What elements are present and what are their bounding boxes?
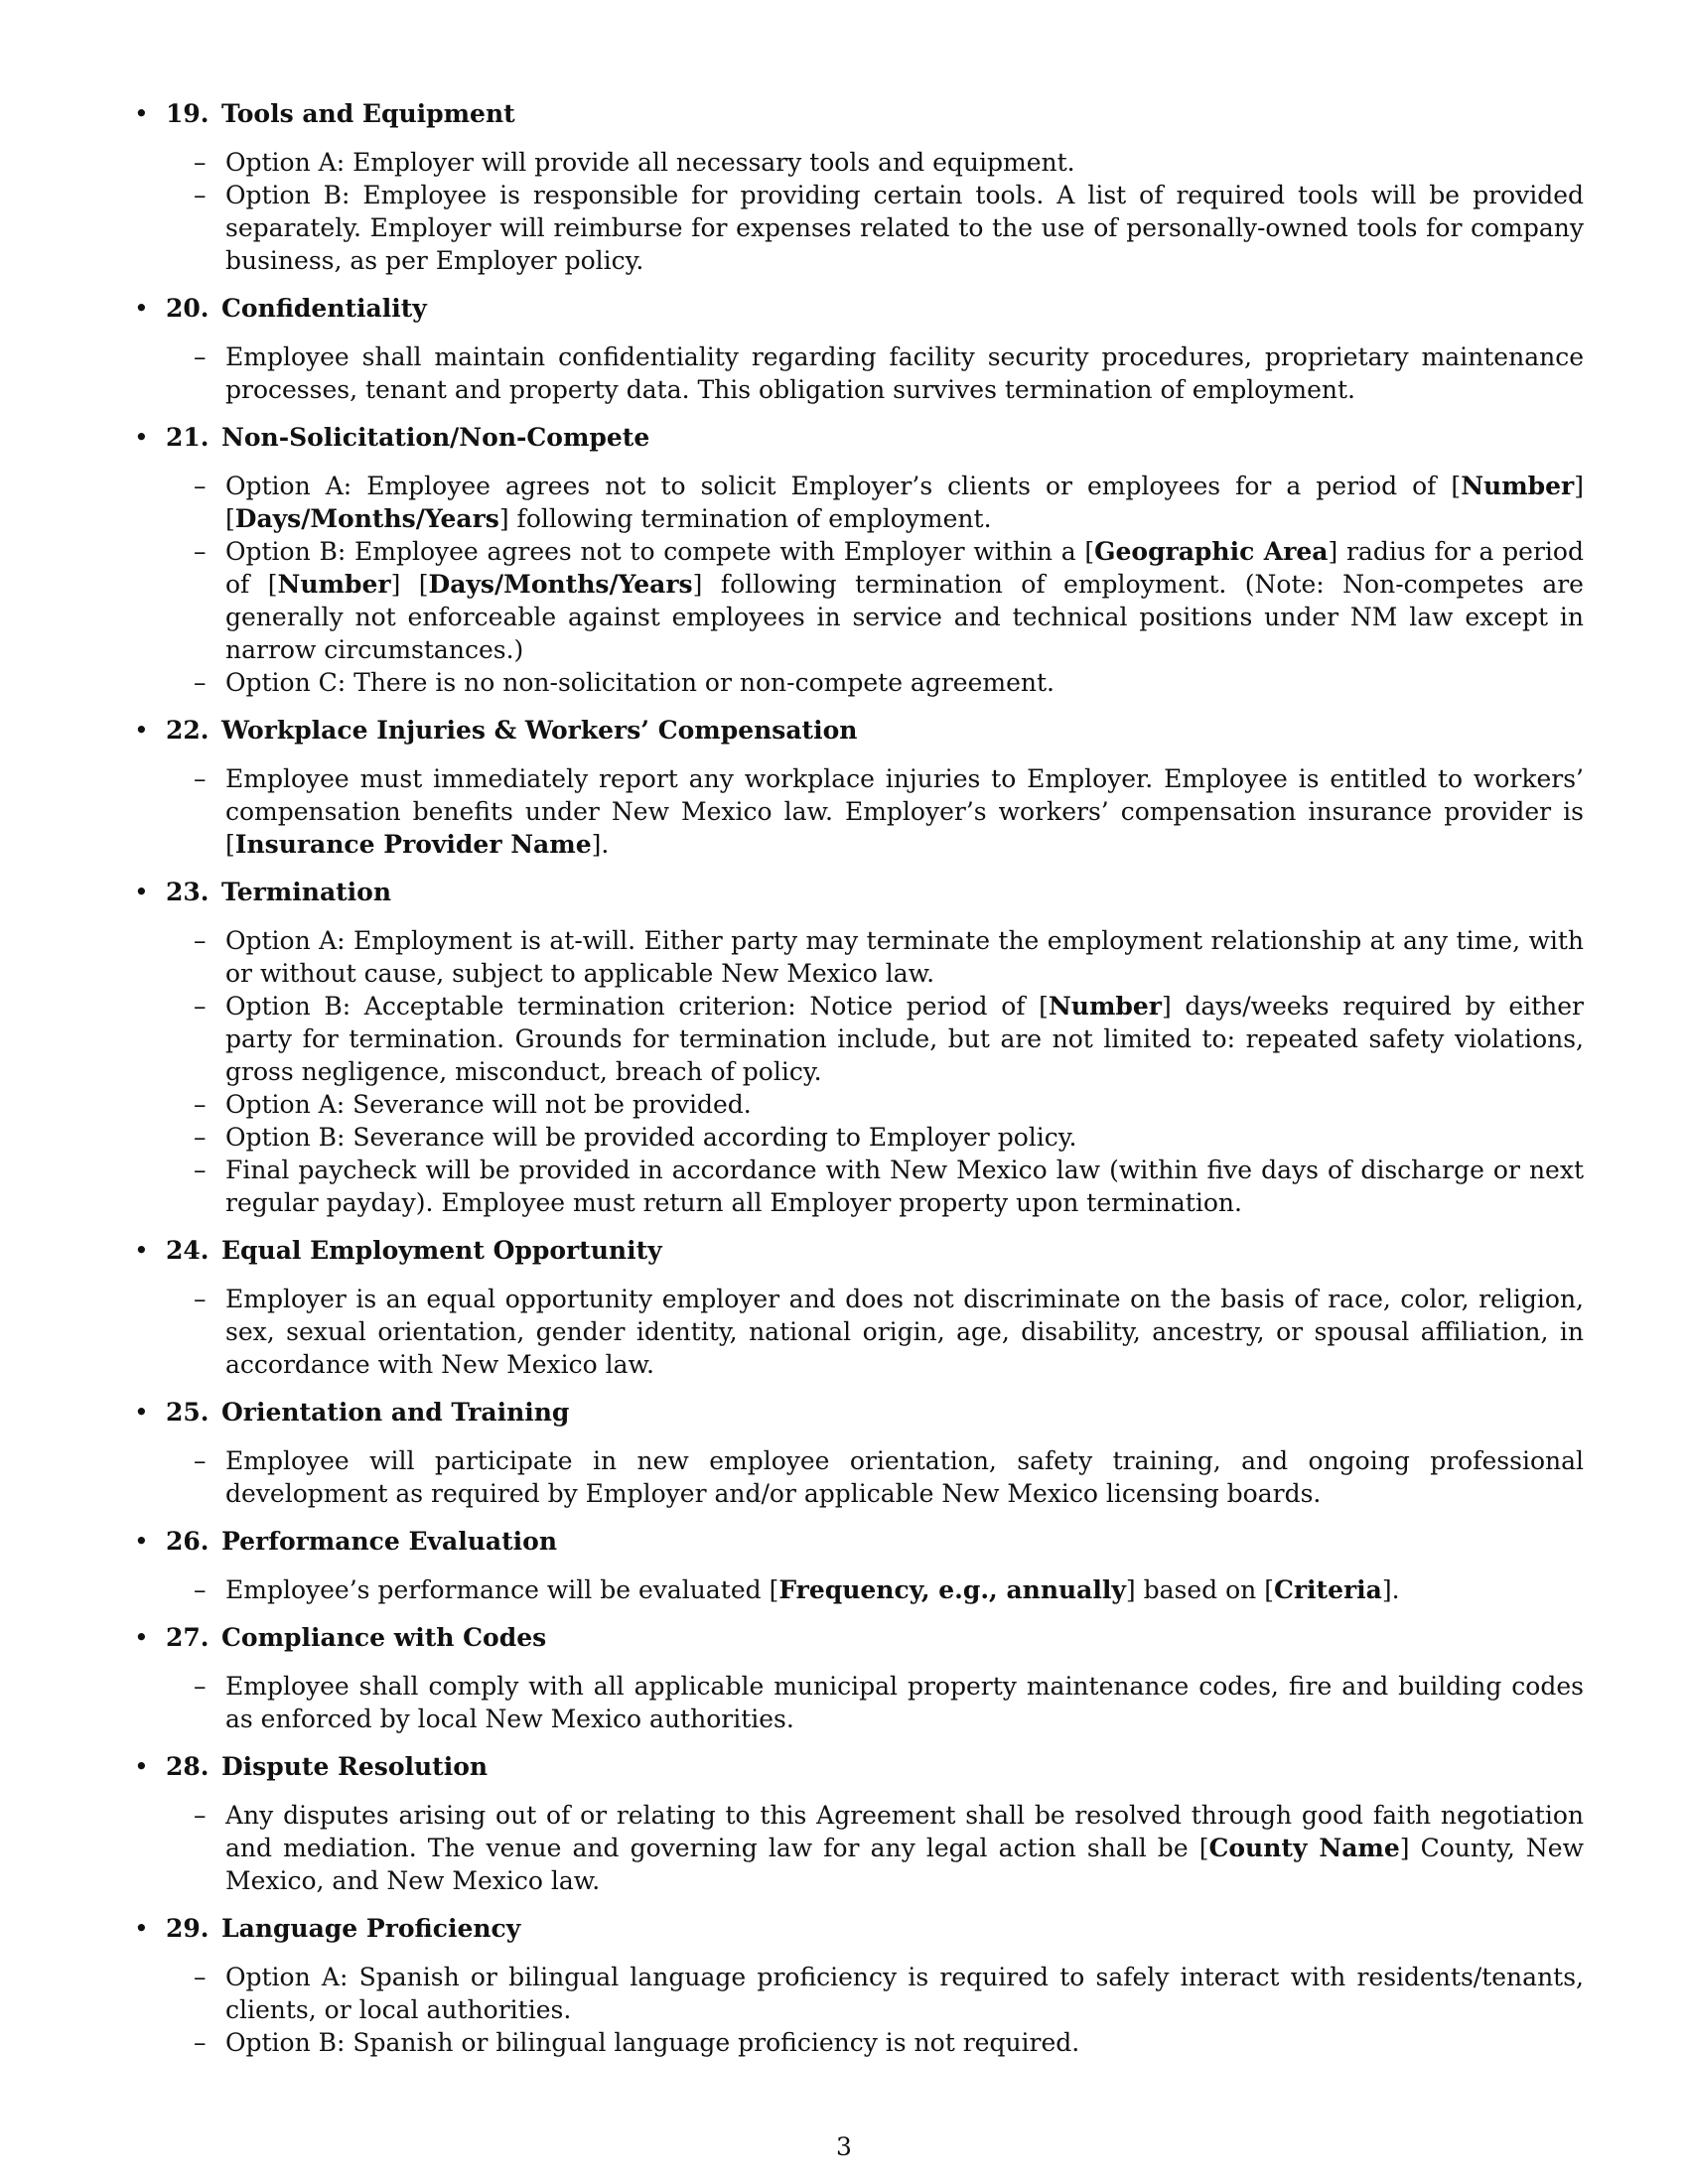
page-number: 3 (836, 2132, 852, 2161)
list-item (194, 535, 1584, 666)
section-title: Termination (221, 878, 392, 906)
section-items (166, 146, 1584, 277)
bullet-icon: • (134, 423, 149, 452)
section-heading (166, 1750, 1584, 1783)
placeholder-field: Number (277, 570, 391, 599)
dash-icon: – (194, 992, 207, 1021)
item-text: Any disputes arising out of or relating to this Agreement shall be resolved through good faith negotiation and mediation. The venue and governing law for any legal action shall be [ (225, 1801, 1584, 1862)
dash-icon: – (194, 148, 207, 177)
placeholder-field: Insurance Provider Name (234, 830, 592, 859)
bullet-icon: • (134, 1527, 149, 1556)
section-items (166, 1799, 1584, 1897)
dash-icon: – (194, 1963, 207, 1991)
section-number: 20. (166, 294, 210, 323)
dash-icon: – (194, 181, 207, 209)
item-text: ] following termination of employment. (Note: Non-competes are generally not enforceable against employees in service and technical positions under NM law except in narrow circumstances.) (225, 570, 1584, 664)
item-text: ] following termination of employment. (498, 504, 992, 533)
section-title: Orientation and Training (221, 1398, 570, 1427)
placeholder-field: Days/Months/Years (428, 570, 693, 599)
item-text: ]. (1381, 1575, 1400, 1604)
list-item (194, 1961, 1584, 2026)
list-item (194, 924, 1584, 990)
document-body (134, 97, 1584, 2074)
dash-icon: – (194, 472, 207, 500)
dash-icon: – (194, 926, 207, 955)
section-number: 29. (166, 1914, 210, 1943)
bullet-icon: • (134, 1752, 149, 1781)
item-text: ] [ (390, 570, 429, 599)
section-title: Language Proficiency (221, 1914, 521, 1943)
item-text: Option A: Employment is at-will. Either party may terminate the employment relationship at any time, with or without cause, subject to applicable New Mexico law. (225, 926, 1584, 988)
section-items (166, 470, 1584, 699)
section-29 (134, 1912, 1584, 2059)
section-number: 22. (166, 716, 210, 745)
item-text: Final paycheck will be provided in accordance with New Mexico law (within five days of discharge or next regular payday). Employee must return all Employer property upon termination. (225, 1156, 1584, 1217)
item-text: Employee shall maintain confidentiality regarding facility security procedures, proprietary maintenance processes, tenant and property data. This obligation survives termination of employment. (225, 342, 1584, 404)
bullet-icon: • (134, 1398, 149, 1427)
section-heading (166, 292, 1584, 325)
section-items (166, 1961, 1584, 2059)
section-heading (166, 876, 1584, 908)
section-22 (134, 714, 1584, 861)
dash-icon: – (194, 1672, 207, 1701)
section-title: Non-Solicitation/Non-Compete (221, 423, 650, 452)
placeholder-field: Number (1461, 472, 1575, 500)
dash-icon: – (194, 2028, 207, 2057)
list-item (194, 1573, 1584, 1606)
placeholder-field: Number (1048, 992, 1162, 1021)
item-text: Option A: Severance will not be provided. (225, 1090, 752, 1119)
item-text: Option C: There is no non-solicitation or non-compete agreement. (225, 668, 1055, 697)
item-text: Employee must immediately report any workplace injuries to Employer. Employee is entitled to workers’ compensation benefits under New Mexico law. Employer’s workers’ compensation insurance provider is [ (225, 764, 1584, 859)
list-item (194, 762, 1584, 861)
placeholder-field: Criteria (1273, 1575, 1382, 1604)
section-items (166, 1444, 1584, 1510)
section-19 (134, 97, 1584, 277)
placeholder-field: Days/Months/Years (234, 504, 499, 533)
section-items (166, 341, 1584, 406)
dash-icon: – (194, 764, 207, 793)
section-20 (134, 292, 1584, 406)
item-text: Option A: Employer will provide all necessary tools and equipment. (225, 148, 1075, 177)
placeholder-field: County Name (1208, 1834, 1400, 1862)
item-text: Employee will participate in new employee orientation, safety training, and ongoing professional development as required by Employer and/or applicable New Mexico licensing boards. (225, 1446, 1584, 1508)
section-title: Tools and Equipment (221, 99, 515, 128)
section-title: Workplace Injuries & Workers’ Compensation (221, 716, 858, 745)
list-item (194, 146, 1584, 179)
section-items (166, 1670, 1584, 1735)
item-text: ]. (591, 830, 610, 859)
dash-icon: – (194, 1801, 207, 1830)
section-title: Equal Employment Opportunity (221, 1236, 662, 1265)
section-heading (166, 1234, 1584, 1267)
section-number: 21. (166, 423, 210, 452)
dash-icon: – (194, 1123, 207, 1152)
section-items (166, 1573, 1584, 1606)
list-item (194, 1444, 1584, 1510)
list-item (194, 990, 1584, 1088)
dash-icon: – (194, 537, 207, 566)
bullet-icon: • (134, 1914, 149, 1943)
list-item (194, 179, 1584, 277)
section-heading (166, 97, 1584, 130)
item-text: Option B: Employee agrees not to compete with Employer within a [ (225, 537, 1095, 566)
section-heading (166, 1621, 1584, 1654)
dash-icon: – (194, 342, 207, 371)
section-24 (134, 1234, 1584, 1381)
bullet-icon: • (134, 878, 149, 906)
section-number: 25. (166, 1398, 210, 1427)
section-28 (134, 1750, 1584, 1897)
item-text: ] radius for a period of [ (225, 537, 1584, 599)
item-text: ] County, New Mexico, and New Mexico law. (225, 1834, 1584, 1895)
bullet-icon: • (134, 294, 149, 323)
bullet-icon: • (134, 716, 149, 745)
item-text: Option B: Spanish or bilingual language proficiency is not required. (225, 2028, 1080, 2057)
bullet-icon: • (134, 1236, 149, 1265)
dash-icon: – (194, 1285, 207, 1313)
section-number: 23. (166, 878, 210, 906)
dash-icon: – (194, 1575, 207, 1604)
list-item (194, 1088, 1584, 1121)
section-heading (166, 1396, 1584, 1429)
placeholder-field: Geographic Area (1094, 537, 1329, 566)
item-text: Option A: Spanish or bilingual language proficiency is required to safely interact with residents/tenants, clients, or local authorities. (225, 1963, 1584, 2024)
section-heading (166, 1912, 1584, 1945)
item-text: ] [ (225, 472, 1584, 533)
section-title: Dispute Resolution (221, 1752, 489, 1781)
list-item (194, 1283, 1584, 1381)
list-item (194, 2026, 1584, 2059)
dash-icon: – (194, 1156, 207, 1184)
section-title: Confidentiality (221, 294, 427, 323)
section-items (166, 762, 1584, 861)
item-text: Employee’s performance will be evaluated [ (225, 1575, 779, 1604)
section-23 (134, 876, 1584, 1219)
section-items (166, 924, 1584, 1219)
list-item (194, 470, 1584, 535)
list-item (194, 1121, 1584, 1154)
section-21 (134, 421, 1584, 699)
section-heading (166, 1525, 1584, 1558)
section-heading (166, 421, 1584, 454)
list-item (194, 1154, 1584, 1219)
list-item (194, 666, 1584, 699)
dash-icon: – (194, 1090, 207, 1119)
item-text: Option B: Severance will be provided according to Employer policy. (225, 1123, 1077, 1152)
dash-icon: – (194, 668, 207, 697)
item-text: ] based on [ (1125, 1575, 1274, 1604)
section-number: 28. (166, 1752, 210, 1781)
item-text: Employee shall comply with all applicable municipal property maintenance codes, fire and building codes as enforced by local New Mexico authorities. (225, 1672, 1584, 1733)
section-27 (134, 1621, 1584, 1735)
item-text: ] days/weeks required by either party for termination. Grounds for termination include, but are not limited to: repeated safety violations, gross negligence, misconduct, breach of policy. (225, 992, 1584, 1086)
section-number: 19. (166, 99, 210, 128)
section-25 (134, 1396, 1584, 1510)
section-title: Performance Evaluation (221, 1527, 558, 1556)
section-number: 26. (166, 1527, 210, 1556)
section-items (166, 1283, 1584, 1381)
dash-icon: – (194, 1446, 207, 1475)
list-item (194, 341, 1584, 406)
item-text: Option A: Employee agrees not to solicit Employer’s clients or employees for a period of [ (225, 472, 1462, 500)
bullet-icon: • (134, 1623, 149, 1652)
section-number: 27. (166, 1623, 210, 1652)
item-text: Option B: Acceptable termination criterion: Notice period of [ (225, 992, 1049, 1021)
section-number: 24. (166, 1236, 210, 1265)
section-title: Compliance with Codes (221, 1623, 547, 1652)
section-heading (166, 714, 1584, 747)
bullet-icon: • (134, 99, 149, 128)
section-26 (134, 1525, 1584, 1606)
item-text: Option B: Employee is responsible for providing certain tools. A list of required tools will be provided separately. Employer will reimburse for expenses related to the use of personally-owned tools for company business, as per Employer policy. (225, 181, 1584, 275)
list-item (194, 1670, 1584, 1735)
item-text: Employer is an equal opportunity employer and does not discriminate on the basis of race, color, religion, sex, sexual orientation, gender identity, national origin, age, disability, ancestry, or spousal affiliation, in accordance with New Mexico law. (225, 1285, 1584, 1379)
list-item (194, 1799, 1584, 1897)
placeholder-field: Frequency, e.g., annually (778, 1575, 1126, 1604)
